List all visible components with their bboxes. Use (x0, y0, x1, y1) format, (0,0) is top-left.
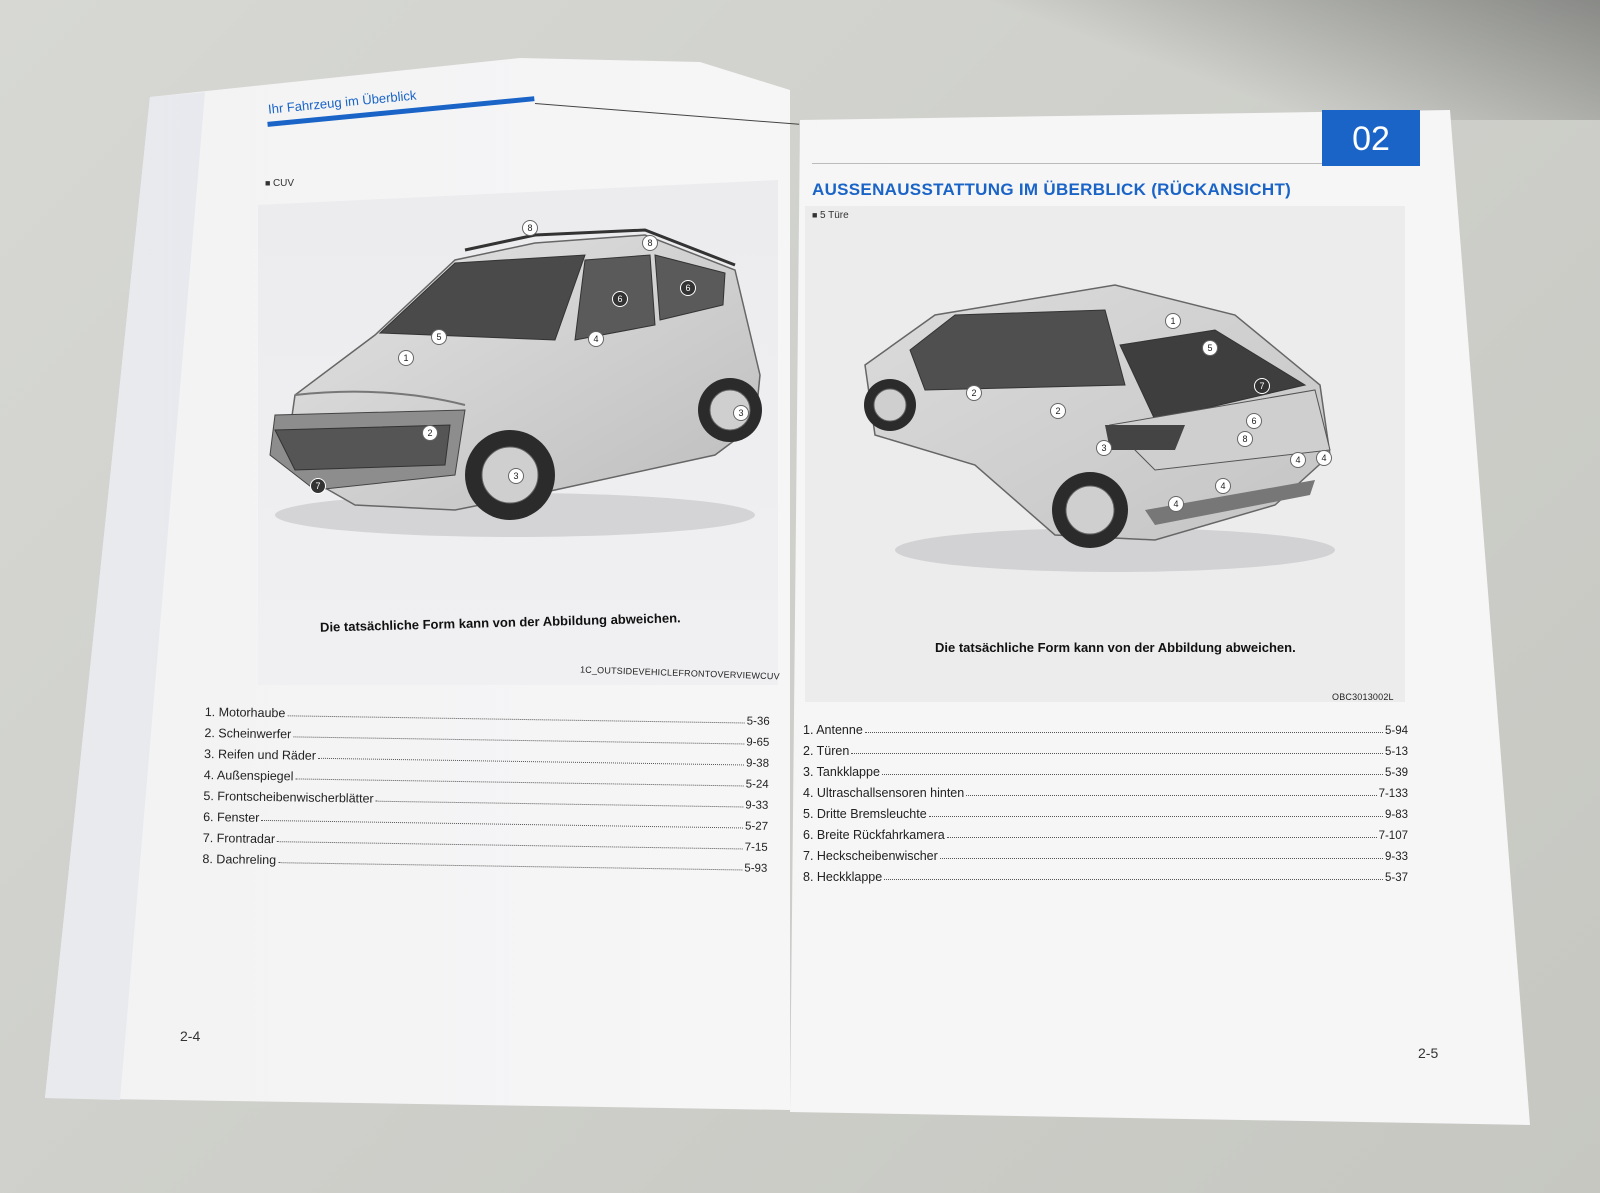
list-item: 7. Heckscheibenwischer 9-33 (803, 849, 1408, 863)
callout-marker: 7 (1254, 378, 1270, 394)
background-shadow (900, 0, 1600, 120)
callout-marker: 6 (1246, 413, 1262, 429)
list-item: 4. Außenspiegel 5-24 (203, 767, 769, 791)
list-item: 8. Heckklappe 5-37 (803, 870, 1408, 884)
callout-marker: 5 (431, 329, 447, 345)
list-item: 7. Frontradar 7-15 (202, 830, 768, 854)
callout-marker: 6 (680, 280, 696, 296)
left-parts-list (202, 698, 770, 875)
list-item: 3. Reifen und Räder 9-38 (204, 746, 770, 770)
callout-marker: 3 (508, 468, 524, 484)
list-item: 8. Dachreling 5-93 (202, 851, 768, 875)
callout-marker: 6 (612, 291, 628, 307)
callout-marker: 3 (733, 405, 749, 421)
list-item: 6. Fenster 5-27 (203, 809, 769, 833)
callout-marker: 8 (1237, 431, 1253, 447)
left-page-number: 2-4 (180, 1028, 201, 1044)
callout-marker: 7 (310, 478, 326, 494)
callout-marker: 4 (1168, 496, 1184, 512)
callout-marker: 2 (966, 385, 982, 401)
callout-marker: 4 (1215, 478, 1231, 494)
callout-marker: 8 (642, 235, 658, 251)
callout-marker: 8 (522, 220, 538, 236)
right-parts-list (803, 716, 1408, 884)
list-item: 2. Scheinwerfer 9-65 (204, 725, 770, 749)
right-figure-code: OBC3013002L (1332, 692, 1394, 702)
list-item: 4. Ultraschallsensoren hinten 7-133 (803, 786, 1408, 800)
header-rule (812, 163, 1322, 164)
left-figure-caption: Die tatsächliche Form kann von der Abbildung abweichen. (319, 610, 681, 635)
left-figure-code: 1C_OUTSIDEVEHICLEFRONTOVERVIEWCUV (579, 664, 780, 682)
rear-car-illustration (855, 275, 1345, 575)
page-title: AUSSENAUSSTATTUNG IM ÜBERBLICK (RÜCKANSICHT) (812, 180, 1292, 199)
callout-marker: 3 (1096, 440, 1112, 456)
callout-marker: 4 (1290, 452, 1306, 468)
chapter-badge: 02 (1322, 110, 1420, 166)
callout-marker: 2 (422, 425, 438, 441)
callout-marker: 1 (398, 350, 414, 366)
list-item: 3. Tankklappe 5-39 (803, 765, 1408, 779)
list-item: 5. Dritte Bremsleuchte 9-83 (803, 807, 1408, 821)
callout-marker: 4 (588, 331, 604, 347)
callout-marker: 1 (1165, 313, 1181, 329)
callout-marker: 2 (1050, 403, 1066, 419)
right-variant-tag: ■ 5 Türe (812, 210, 849, 221)
right-page-number: 2-5 (1418, 1045, 1439, 1061)
front-car-illustration (255, 215, 775, 545)
callout-marker: 5 (1202, 340, 1218, 356)
list-item: 5. Frontscheibenwischerblätter 9-33 (203, 788, 769, 812)
callout-marker: 4 (1316, 450, 1332, 466)
list-item: 2. Türen 5-13 (803, 744, 1408, 758)
list-item: 1. Motorhaube 5-36 (204, 704, 770, 728)
list-item: 6. Breite Rückfahrkamera 7-107 (803, 828, 1408, 842)
right-figure-caption: Die tatsächliche Form kann von der Abbildung abweichen. (935, 640, 1296, 655)
list-item: 1. Antenne 5-94 (803, 723, 1408, 737)
left-variant-tag: ■ CUV (265, 178, 294, 189)
section-header-title: Ihr Fahrzeug im Überblick (267, 87, 417, 117)
